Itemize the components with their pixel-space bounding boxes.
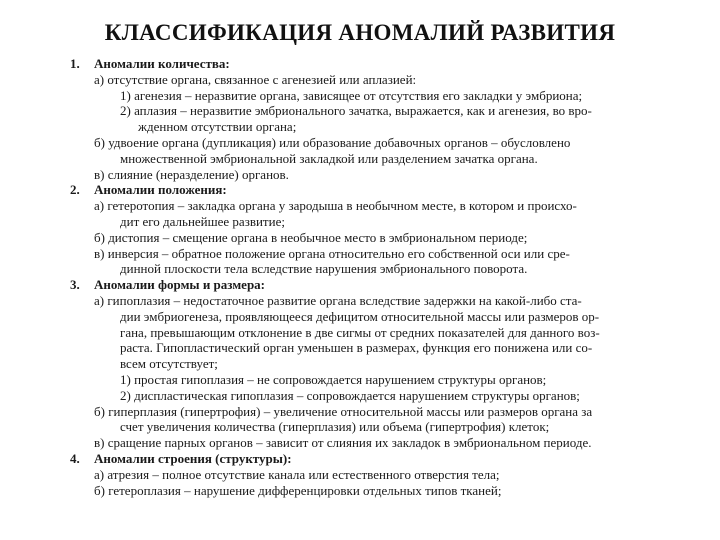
section-1 (70, 56, 670, 182)
text-line: в) инверсия – обратное положение органа относительно его собственной оси или сре- (94, 245, 570, 261)
text-line: жденном отсутствии органа; (138, 119, 297, 135)
text-line: дии эмбриогенеза, проявляющееся дефицитом относительной массы или размеров ор- (120, 308, 600, 324)
text-line: в) слияние (неразделение) органов. (94, 166, 289, 182)
text-line: гана, превышающим отклонение в две сигмы от средних показателей для данного воз- (120, 324, 600, 340)
text-line: б) удвоение органа (дупликация) или образование добавочных органов – обусловлено (94, 134, 571, 150)
section-2 (70, 182, 670, 277)
section-heading: Аномалии количества: (94, 56, 230, 71)
text-line: 1) простая гипоплазия – не сопровождается нарушением структуры органов; (120, 371, 547, 387)
text-line: а) гетеротопия – закладка органа у зародыша в необычном месте, в котором и происхо- (94, 198, 577, 214)
text-line: б) гетероплазия – нарушение дифференцировки отдельных типов тканей; (94, 482, 502, 498)
section-heading: Аномалии положения: (94, 182, 227, 198)
text-line: б) дистопия – смещение органа в необычное место в эмбриональном периоде; (94, 229, 528, 245)
text-line: раста. Гипопластический орган уменьшен в размерах, функция его понижена или со- (120, 340, 593, 356)
text-line: а) атрезия – полное отсутствие канала или естественного отверстия тела; (94, 466, 500, 482)
section-number: 2. (70, 182, 80, 198)
section-3 (70, 277, 670, 451)
text-line: динной плоскости тела вследствие нарушения эмбрионального поворота. (120, 261, 528, 277)
section-number: 4. (70, 450, 80, 466)
text-line: дит его дальнейшее развитие; (120, 213, 285, 229)
text-line: счет увеличения количества (гиперплазия) или объема (гипертрофия) клеток; (120, 419, 550, 435)
text-line: 2) диспластическая гипоплазия – сопровождается нарушением структуры органов; (120, 387, 580, 403)
text-line: 1) агенезия – неразвитие органа, зависящее от отсутствия его закладки у эмбриона; (120, 87, 583, 103)
text-line: а) гипоплазия – недостаточное развитие органа вследствие задержки на какой-либо ста- (94, 292, 582, 308)
text-line: всем отсутствует; (120, 356, 218, 372)
section-number: 3. (70, 277, 80, 293)
text-line: а) отсутствие органа, связанное с агенезией или аплазией: (94, 71, 417, 87)
document-body (70, 56, 670, 498)
section-heading: Аномалии формы и размера: (94, 277, 266, 293)
text-line: в) сращение парных органов – зависит от слияния их закладок в эмбриональном периоде. (94, 435, 592, 451)
page-title: КЛАССИФИКАЦИЯ АНОМАЛИЙ РАЗВИТИЯ (104, 20, 616, 45)
text-line: б) гиперплазия (гипертрофия) – увеличение относительной массы или размеров органа за (94, 403, 593, 419)
section-4 (70, 451, 670, 498)
text-line: множественной эмбриональной закладкой или разделением зачатка органа. (120, 150, 538, 166)
section-number: 1. (70, 56, 80, 71)
section-heading: Аномалии строения (структуры): (94, 450, 292, 466)
text-line: 2) аплазия – неразвитие эмбрионального зачатка, выражается, как и агенезия, во вро- (120, 103, 592, 119)
